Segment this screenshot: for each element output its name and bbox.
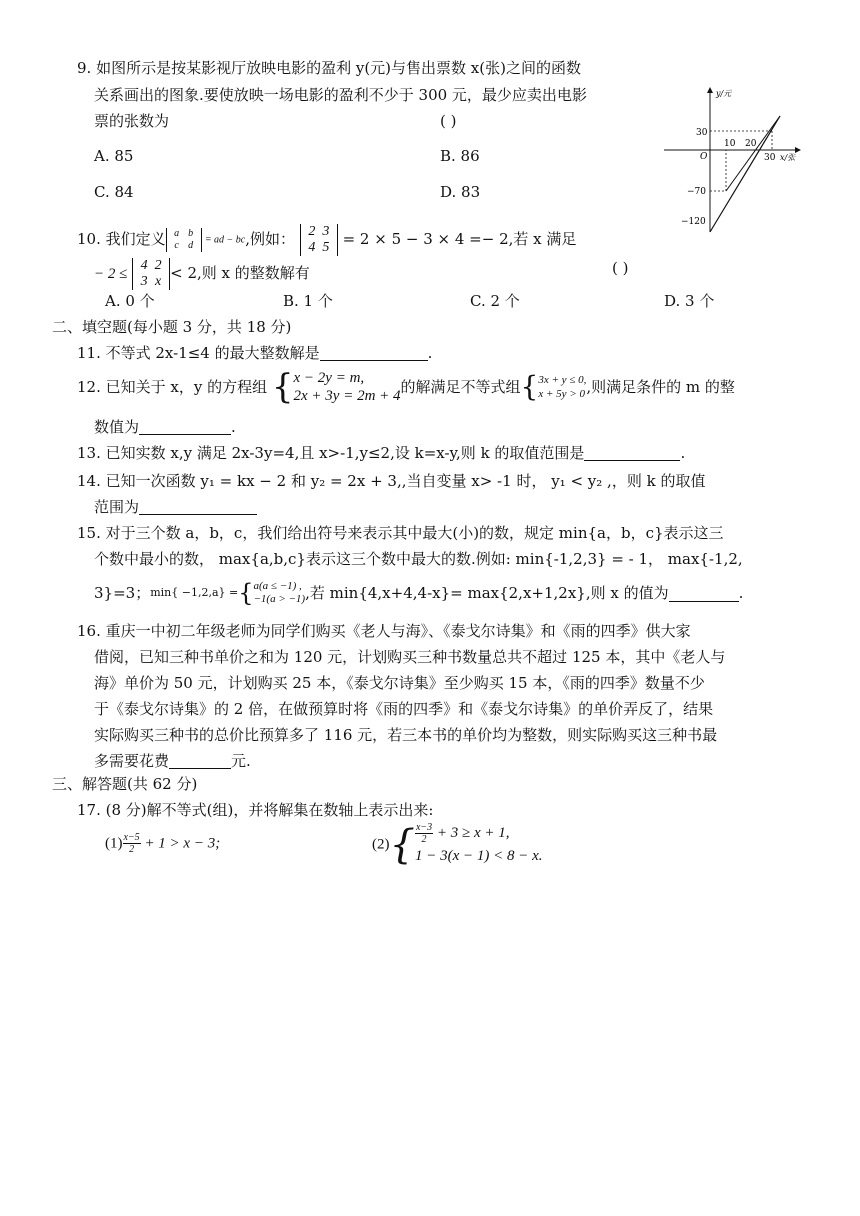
q9-option-b: B. 86 xyxy=(440,147,480,165)
y-axis-label: y/元 xyxy=(716,89,732,98)
q13-answer-blank[interactable] xyxy=(584,444,680,461)
q10-option-a: A. 0 个 xyxy=(105,292,155,310)
q16-line5: 实际购买三种书的总价比预算多了 116 元，若三本书的单价均为整数，则实际购买这三种书最 xyxy=(94,726,718,744)
q14-line1: 14. 已知一次函数 y₁ = kx − 2 和 y₂ = 2x + 3,,当自变量 x> -1 时， y₁ < y₂ ,，则 k 的取值 xyxy=(77,472,706,490)
tick-x-10: 10 xyxy=(724,139,736,149)
section-fill-in-heading: 二、填空题(每小题 3 分，共 18 分) xyxy=(52,318,292,336)
q17-title: 17. (8 分)解不等式(组)，并将解集在数轴上表示出来: xyxy=(77,801,434,819)
q10-prefix: 10. 我们定义 xyxy=(77,230,166,248)
q9-line3: 票的张数为 xyxy=(94,112,170,130)
q10-example-lead: ,例如： xyxy=(245,230,296,248)
q10-example-rhs: = 2 × 5 − 3 × 4 =− 2,若 x 满足 xyxy=(342,230,577,248)
q16-line2: 借阅，已知三种书单价之和为 120 元，计划购买三种书数量总共不超过 125 本，其中《老人与 xyxy=(94,648,726,666)
q15-answer-blank[interactable] xyxy=(669,585,739,602)
q9-profit-graph xyxy=(660,84,810,236)
q11-answer-blank[interactable] xyxy=(320,344,428,361)
q14-line2: 范围为 xyxy=(94,497,257,517)
q9-line1: 9. 如图所示是按某影视厅放映电影的盈利 y(元)与售出票数 x(张)之间的函数 xyxy=(77,59,581,77)
line-profit xyxy=(710,116,780,232)
q15-line3: 3}=3；min{ −1,2,a} ={a(a ≤ −1) , −1(a > −1),若 min{4,x+4,4-x}= max{2,x+1,2x},则 x 的值为 . xyxy=(94,579,744,607)
q10-option-c: C. 2 个 xyxy=(470,292,520,310)
tick-x-30: 30 xyxy=(764,153,776,163)
q16-line6: 多需要花费 元. xyxy=(94,752,251,770)
q10-cond-left: − 2 ≤ xyxy=(94,266,128,282)
q17-part1: (1) $\frac{x-5}{2}$ + 1 > x − 3; xyxy=(105,832,221,855)
q9-line2: 关系画出的图象.要使放映一场电影的盈利不少于 300 元，最少应卖出电影 xyxy=(94,86,587,104)
tick-y-neg70: −70 xyxy=(687,187,706,197)
q10-line1 xyxy=(77,224,576,256)
q9-answer-paren: ( ) xyxy=(440,112,457,130)
q16-answer-blank[interactable] xyxy=(169,752,231,769)
tick-y-neg120: −120 xyxy=(681,217,706,227)
q11: 11. 不等式 2x-1≤4 的最大整数解是 . xyxy=(77,344,433,362)
x-axis-label: x/张 xyxy=(780,153,796,162)
q9-option-a: A. 85 xyxy=(94,147,134,165)
q16-line4: 于《泰戈尔诗集》的 2 倍，在做预算时将《雨的四季》和《泰戈尔诗集》的单价弄反了，结果 xyxy=(94,700,714,718)
q12-line1: 12. 已知关于 x，y 的方程组 {x − 2y = m, 2x + 3y = 2m + 4的解满足不等式组{3x + y ≤ 0, x + 5y > 0,则满足条件的 m 的整 xyxy=(77,367,735,407)
q12-system-brace: { xyxy=(271,367,294,407)
q10-cond-det: 4 2 3 x xyxy=(132,258,170,290)
q11-text: 11. 不等式 2x-1≤4 的最大整数解是 xyxy=(77,344,320,362)
q12-answer-blank[interactable] xyxy=(139,418,231,435)
q16-line1: 16. 重庆一中初二年级老师为同学们购买《老人与海》、《泰戈尔诗集》和《雨的四季》供大家 xyxy=(77,622,691,640)
q10-cond-right: < 2,则 x 的整数解有 xyxy=(170,264,310,282)
q16-line3: 海》单价为 50 元，计划购买 25 本，《泰戈尔诗集》至少购买 15 本，《雨的四季》数量不少 xyxy=(94,674,705,692)
q12-tail: ,则满足条件的 m 的整 xyxy=(586,378,735,396)
origin-label: O xyxy=(700,152,708,162)
q13: 13. 已知实数 x,y 满足 2x-3y=4,且 x>-1,y≤2,设 k=x-y,则 k 的取值范围是 . xyxy=(77,444,686,462)
tick-y-30: 30 xyxy=(696,128,708,138)
q12-lead: 12. 已知关于 x，y 的方程组 xyxy=(77,378,268,396)
q9-option-d: D. 83 xyxy=(440,183,481,201)
q12-equation-system: x − 2y = m, 2x + 3y = 2m + 4 xyxy=(293,370,401,404)
q10-definition: a b c d = ad − bc xyxy=(166,228,246,252)
q10-line2 xyxy=(94,258,310,290)
q15-line2: 个数中最小的数， max{a,b,c}表示这三个数中最大的数.例如: min{-1,2,3} = - 1， max{-1,2, xyxy=(94,550,743,568)
q17-part2: (2){ $\frac{x-3}{2}$ + 3 ≥ x + 1, 1 − 3(x − 1) < 8 − x. xyxy=(372,821,543,868)
q14-answer-blank[interactable] xyxy=(139,498,257,515)
q9-option-c: C. 84 xyxy=(94,183,134,201)
section-solve-heading: 三、解答题(共 62 分) xyxy=(52,775,198,793)
q12-inequality-system: 3x + y ≤ 0, x + 5y > 0 xyxy=(538,374,587,400)
q15-min-definition: min{ −1,2,a} ={a(a ≤ −1) , −1(a > −1) xyxy=(150,579,306,607)
q10-option-b: B. 1 个 xyxy=(283,292,333,310)
q12-line2: 数值为 . xyxy=(94,418,236,436)
q12-mid: 的解满足不等式组 xyxy=(400,378,521,396)
q10-example-det: 2 3 4 5 xyxy=(300,224,338,256)
q10-option-d: D. 3 个 xyxy=(664,292,715,310)
q10-answer-paren: ( ) xyxy=(612,259,629,277)
q15-line1: 15. 对于三个数 a，b，c，我们给出符号来表示其中最大(小)的数，规定 min{a，b，c}表示这三 xyxy=(77,524,724,542)
tick-x-20: 20 xyxy=(745,139,757,149)
